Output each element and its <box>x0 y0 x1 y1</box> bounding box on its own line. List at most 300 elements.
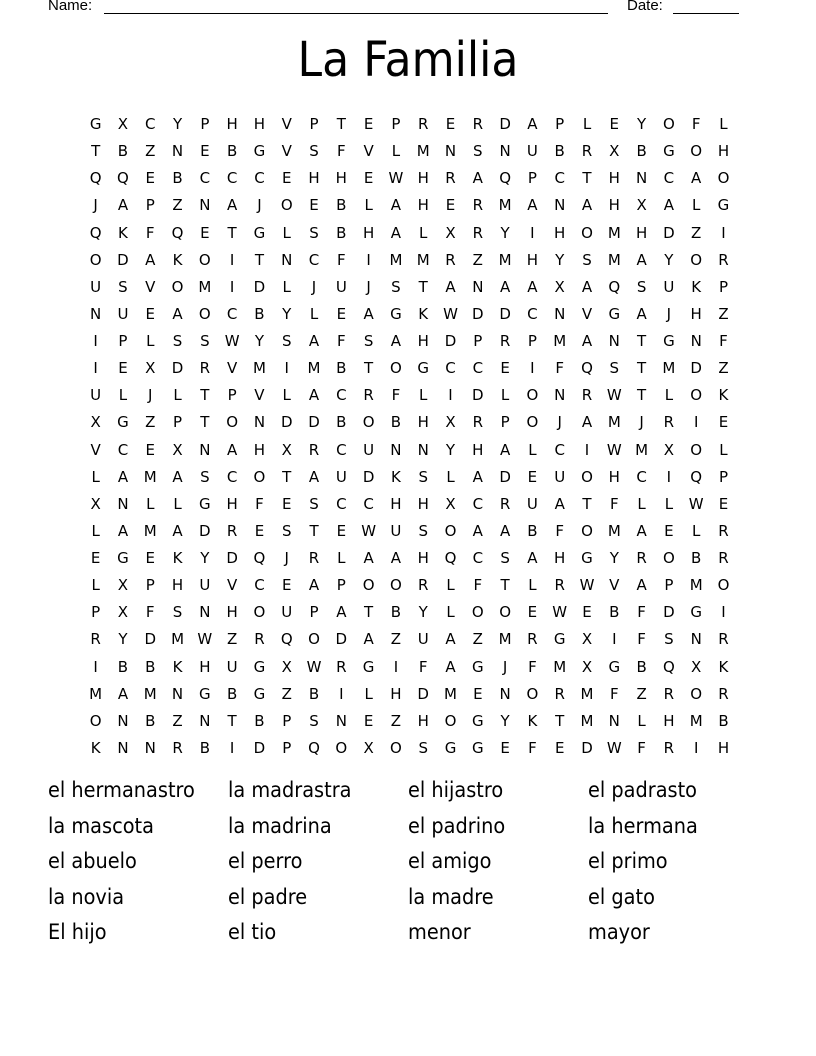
grid-cell[interactable]: N <box>499 142 511 161</box>
grid-cell[interactable]: O <box>717 169 730 188</box>
grid-cell[interactable]: B <box>336 359 347 378</box>
grid-cell[interactable]: D <box>226 549 238 567</box>
grid-cell[interactable]: K <box>418 304 429 323</box>
grid-cell[interactable]: L <box>282 277 291 296</box>
grid-cell[interactable]: I <box>721 603 726 622</box>
grid-cell[interactable]: A <box>581 413 593 432</box>
grid-cell[interactable]: U <box>526 142 538 161</box>
grid-cell[interactable]: M <box>143 684 157 703</box>
grid-cell[interactable]: O <box>253 467 266 486</box>
grid-cell[interactable]: X <box>581 657 593 676</box>
grid-cell[interactable]: M <box>553 657 567 676</box>
grid-cell[interactable]: W <box>606 440 622 459</box>
grid-cell[interactable]: T <box>582 169 592 188</box>
grid-cell[interactable]: U <box>199 576 211 595</box>
grid-cell[interactable]: F <box>255 494 264 513</box>
grid-cell[interactable]: Z <box>691 223 702 242</box>
grid-cell[interactable]: E <box>718 413 729 432</box>
grid-cell[interactable]: P <box>118 332 128 350</box>
grid-cell[interactable]: L <box>364 684 373 703</box>
grid-cell[interactable]: J <box>148 386 153 405</box>
grid-cell[interactable]: Z <box>636 684 647 703</box>
grid-cell[interactable]: A <box>636 521 647 540</box>
grid-cell[interactable]: R <box>718 250 729 269</box>
grid-cell[interactable]: U <box>663 277 675 296</box>
grid-cell[interactable]: A <box>499 521 511 540</box>
grid-cell[interactable]: C <box>254 576 265 595</box>
name-field[interactable] <box>104 0 608 14</box>
grid-cell[interactable]: R <box>336 657 347 676</box>
grid-cell[interactable]: X <box>636 196 647 215</box>
grid-cell[interactable]: K <box>172 657 183 676</box>
grid-cell[interactable]: H <box>690 304 702 323</box>
grid-cell[interactable]: N <box>281 250 293 269</box>
grid-cell[interactable]: W <box>552 603 568 622</box>
grid-cell[interactable]: E <box>664 521 674 540</box>
grid-cell[interactable]: D <box>472 304 484 323</box>
grid-cell[interactable]: R <box>417 115 429 133</box>
grid-cell[interactable]: O <box>444 711 457 730</box>
grid-cell[interactable]: U <box>90 386 102 405</box>
grid-cell[interactable]: H <box>663 711 675 730</box>
grid-cell[interactable]: H <box>253 115 266 133</box>
grid-cell[interactable]: R <box>718 549 729 567</box>
grid-cell[interactable]: A <box>581 196 593 215</box>
grid-cell[interactable]: R <box>417 576 429 595</box>
grid-cell[interactable]: M <box>498 196 512 215</box>
grid-cell[interactable]: A <box>581 332 593 350</box>
grid-cell[interactable]: A <box>390 196 402 215</box>
grid-cell[interactable]: B <box>336 413 347 432</box>
grid-cell[interactable]: A <box>227 440 238 459</box>
grid-cell[interactable]: I <box>339 684 344 703</box>
grid-cell[interactable]: L <box>692 196 701 215</box>
grid-cell[interactable]: U <box>226 657 238 676</box>
grid-cell[interactable]: B <box>226 684 238 703</box>
grid-cell[interactable]: P <box>309 603 319 622</box>
grid-cell[interactable]: Z <box>145 142 156 161</box>
grid-cell[interactable]: M <box>416 142 430 161</box>
grid-cell[interactable]: I <box>721 223 726 242</box>
grid-cell[interactable]: F <box>145 603 155 622</box>
grid-cell[interactable]: L <box>582 115 592 133</box>
grid-cell[interactable]: X <box>445 494 456 513</box>
grid-cell[interactable]: B <box>527 521 538 540</box>
grid-cell[interactable]: O <box>526 684 539 703</box>
grid-cell[interactable]: T <box>418 277 428 296</box>
grid-cell[interactable]: A <box>363 549 374 567</box>
grid-cell[interactable]: O <box>690 250 703 269</box>
grid-cell[interactable]: S <box>500 549 510 567</box>
grid-cell[interactable]: L <box>146 332 155 350</box>
grid-cell[interactable]: H <box>171 576 184 595</box>
grid-cell[interactable]: O <box>717 576 730 595</box>
grid-cell[interactable]: Q <box>662 657 675 676</box>
grid-cell[interactable]: M <box>416 250 430 269</box>
grid-cell[interactable]: Q <box>89 169 102 188</box>
grid-cell[interactable]: W <box>197 630 213 649</box>
grid-cell[interactable]: O <box>444 521 457 540</box>
grid-cell[interactable]: E <box>281 576 292 595</box>
grid-cell[interactable]: D <box>280 413 293 432</box>
grid-cell[interactable]: I <box>93 359 98 378</box>
grid-cell[interactable]: G <box>253 223 266 242</box>
grid-cell[interactable]: S <box>309 494 319 513</box>
grid-cell[interactable]: E <box>582 603 592 622</box>
grid-cell[interactable]: P <box>718 467 728 486</box>
grid-cell[interactable]: H <box>390 684 402 703</box>
grid-cell[interactable]: Y <box>445 440 456 459</box>
grid-cell[interactable]: R <box>90 630 101 649</box>
grid-cell[interactable]: T <box>364 603 374 622</box>
grid-cell[interactable]: J <box>257 196 262 215</box>
grid-cell[interactable]: K <box>172 549 183 567</box>
grid-cell[interactable]: T <box>282 467 292 486</box>
grid-cell[interactable]: B <box>117 142 129 161</box>
grid-cell[interactable]: A <box>363 304 374 323</box>
grid-cell[interactable]: O <box>280 196 293 215</box>
grid-cell[interactable]: N <box>171 684 184 703</box>
grid-cell[interactable]: W <box>224 332 240 350</box>
grid-cell[interactable]: P <box>282 738 292 757</box>
grid-cell[interactable]: P <box>282 711 292 730</box>
grid-cell[interactable]: E <box>145 169 155 188</box>
grid-cell[interactable]: E <box>118 359 128 378</box>
grid-cell[interactable]: H <box>717 142 730 161</box>
grid-cell[interactable]: V <box>281 142 292 161</box>
grid-cell[interactable]: L <box>118 386 128 405</box>
grid-cell[interactable]: T <box>309 521 319 540</box>
grid-cell[interactable]: R <box>472 115 484 133</box>
grid-cell[interactable]: K <box>527 711 538 730</box>
grid-cell[interactable]: R <box>636 549 647 567</box>
grid-cell[interactable]: D <box>690 359 702 378</box>
grid-cell[interactable]: A <box>308 332 320 350</box>
grid-cell[interactable]: G <box>471 657 484 676</box>
grid-cell[interactable]: R <box>581 386 593 405</box>
grid-cell[interactable]: H <box>417 711 429 730</box>
grid-cell[interactable]: O <box>690 684 703 703</box>
grid-cell[interactable]: R <box>718 684 729 703</box>
grid-cell[interactable]: N <box>608 332 620 350</box>
grid-cell[interactable]: G <box>608 304 621 323</box>
grid-cell[interactable]: N <box>499 684 511 703</box>
grid-cell[interactable]: I <box>584 440 590 459</box>
grid-cell[interactable]: X <box>363 738 374 757</box>
grid-cell[interactable]: L <box>173 386 182 405</box>
grid-cell[interactable]: H <box>335 169 347 188</box>
grid-cell[interactable]: A <box>554 494 565 513</box>
grid-cell[interactable]: R <box>527 630 538 649</box>
grid-cell[interactable]: D <box>335 630 348 649</box>
grid-cell[interactable]: N <box>635 169 648 188</box>
grid-cell[interactable]: A <box>636 576 647 595</box>
grid-cell[interactable]: O <box>390 576 402 595</box>
grid-cell[interactable]: Q <box>253 549 266 567</box>
grid-cell[interactable]: H <box>417 413 429 432</box>
grid-cell[interactable]: Q <box>444 549 457 567</box>
grid-cell[interactable]: C <box>336 440 347 459</box>
grid-cell[interactable]: S <box>582 250 592 269</box>
grid-cell[interactable]: J <box>311 277 317 296</box>
grid-cell[interactable]: F <box>719 332 728 350</box>
grid-cell[interactable]: E <box>145 549 155 567</box>
grid-cell[interactable]: A <box>145 250 156 269</box>
grid-cell[interactable]: I <box>93 332 98 350</box>
grid-cell[interactable]: R <box>254 630 265 649</box>
grid-cell[interactable]: B <box>636 657 647 676</box>
grid-cell[interactable]: R <box>445 250 456 269</box>
grid-cell[interactable]: E <box>90 549 101 567</box>
grid-cell[interactable]: B <box>390 603 402 622</box>
grid-cell[interactable]: H <box>253 440 266 459</box>
grid-cell[interactable]: S <box>172 603 183 622</box>
grid-cell[interactable]: E <box>609 115 620 133</box>
grid-cell[interactable]: W <box>688 494 704 513</box>
grid-cell[interactable]: Y <box>172 115 183 133</box>
grid-cell[interactable]: N <box>253 413 266 432</box>
grid-cell[interactable]: A <box>691 169 702 188</box>
grid-cell[interactable]: I <box>93 657 98 676</box>
grid-cell[interactable]: H <box>608 467 620 486</box>
grid-cell[interactable]: A <box>227 196 238 215</box>
grid-cell[interactable]: H <box>199 657 211 676</box>
grid-cell[interactable]: F <box>337 142 346 161</box>
grid-cell[interactable]: A <box>527 115 538 133</box>
grid-cell[interactable]: E <box>281 494 292 513</box>
grid-cell[interactable]: A <box>581 277 593 296</box>
grid-cell[interactable]: A <box>172 304 183 323</box>
grid-cell[interactable]: Q <box>581 359 593 378</box>
grid-cell[interactable]: J <box>284 549 289 567</box>
grid-cell[interactable]: C <box>445 359 456 378</box>
grid-cell[interactable]: L <box>528 576 537 595</box>
grid-cell[interactable]: D <box>144 630 157 649</box>
grid-cell[interactable]: Z <box>145 413 156 432</box>
grid-cell[interactable]: P <box>173 413 183 432</box>
grid-cell[interactable]: G <box>89 115 102 133</box>
grid-cell[interactable]: G <box>663 332 675 350</box>
grid-cell[interactable]: C <box>254 169 265 188</box>
grid-cell[interactable]: A <box>308 467 320 486</box>
grid-cell[interactable]: B <box>254 711 265 730</box>
grid-cell[interactable]: M <box>143 521 157 540</box>
grid-cell[interactable]: E <box>527 467 538 486</box>
grid-cell[interactable]: W <box>606 386 622 405</box>
grid-cell[interactable]: T <box>227 223 237 242</box>
grid-cell[interactable]: P <box>391 115 401 133</box>
grid-cell[interactable]: I <box>693 738 699 757</box>
grid-cell[interactable]: P <box>555 115 565 133</box>
grid-cell[interactable]: O <box>581 467 593 486</box>
grid-cell[interactable]: V <box>227 359 238 378</box>
grid-cell[interactable]: U <box>90 277 102 296</box>
grid-cell[interactable]: Z <box>718 304 729 323</box>
grid-cell[interactable]: T <box>500 576 510 595</box>
grid-cell[interactable]: G <box>199 684 211 703</box>
grid-cell[interactable]: O <box>526 386 539 405</box>
grid-cell[interactable]: N <box>690 630 702 649</box>
grid-cell[interactable]: X <box>172 440 183 459</box>
grid-cell[interactable]: I <box>693 413 699 432</box>
grid-cell[interactable]: K <box>718 386 729 405</box>
grid-cell[interactable]: E <box>500 738 510 757</box>
grid-cell[interactable]: O <box>89 711 102 730</box>
grid-cell[interactable]: C <box>527 304 538 323</box>
grid-cell[interactable]: Y <box>500 711 510 730</box>
grid-cell[interactable]: M <box>689 576 703 595</box>
grid-cell[interactable]: R <box>718 630 729 649</box>
grid-cell[interactable]: K <box>718 657 729 676</box>
grid-cell[interactable]: H <box>417 169 429 188</box>
grid-cell[interactable]: G <box>444 738 457 757</box>
grid-cell[interactable]: A <box>472 169 483 188</box>
grid-cell[interactable]: L <box>500 386 510 405</box>
grid-cell[interactable]: G <box>690 603 702 622</box>
grid-cell[interactable]: B <box>254 304 265 323</box>
grid-cell[interactable]: N <box>117 711 129 730</box>
grid-cell[interactable]: G <box>717 196 730 215</box>
grid-cell[interactable]: S <box>609 359 620 378</box>
grid-cell[interactable]: A <box>445 657 456 676</box>
grid-cell[interactable]: U <box>417 630 429 649</box>
grid-cell[interactable]: Y <box>118 630 128 649</box>
grid-cell[interactable]: M <box>580 684 594 703</box>
grid-cell[interactable]: N <box>690 332 702 350</box>
grid-cell[interactable]: L <box>282 386 291 405</box>
grid-cell[interactable]: O <box>662 549 675 567</box>
grid-cell[interactable]: R <box>663 738 675 757</box>
grid-cell[interactable]: H <box>554 223 566 242</box>
grid-cell[interactable]: I <box>229 250 235 269</box>
grid-cell[interactable]: N <box>554 386 566 405</box>
grid-cell[interactable]: E <box>718 494 729 513</box>
grid-cell[interactable]: S <box>418 521 428 540</box>
grid-cell[interactable]: K <box>691 277 702 296</box>
grid-cell[interactable]: L <box>664 386 674 405</box>
grid-cell[interactable]: L <box>719 440 728 459</box>
grid-cell[interactable]: G <box>253 142 266 161</box>
grid-cell[interactable]: X <box>117 603 129 622</box>
grid-cell[interactable]: G <box>471 711 484 730</box>
grid-cell[interactable]: J <box>557 413 562 432</box>
grid-cell[interactable]: Z <box>472 630 483 649</box>
grid-cell[interactable]: P <box>718 277 728 296</box>
grid-cell[interactable]: N <box>199 711 211 730</box>
grid-cell[interactable]: K <box>172 250 183 269</box>
grid-cell[interactable]: I <box>530 359 535 378</box>
grid-cell[interactable]: C <box>554 169 565 188</box>
grid-cell[interactable]: P <box>91 603 101 622</box>
grid-cell[interactable]: D <box>499 115 511 133</box>
grid-cell[interactable]: A <box>472 521 483 540</box>
grid-cell[interactable]: J <box>666 304 672 323</box>
grid-cell[interactable]: E <box>500 359 510 378</box>
grid-cell[interactable]: I <box>612 630 617 649</box>
grid-cell[interactable]: E <box>336 304 347 323</box>
grid-cell[interactable]: C <box>336 386 347 405</box>
grid-cell[interactable]: F <box>391 386 401 405</box>
grid-cell[interactable]: H <box>608 169 620 188</box>
grid-cell[interactable]: B <box>636 142 647 161</box>
grid-cell[interactable]: J <box>502 657 508 676</box>
grid-cell[interactable]: S <box>473 142 483 161</box>
grid-cell[interactable]: X <box>117 115 129 133</box>
grid-cell[interactable]: S <box>418 467 428 486</box>
grid-cell[interactable]: D <box>663 603 675 622</box>
grid-cell[interactable]: C <box>472 359 484 378</box>
grid-cell[interactable]: Y <box>637 115 647 133</box>
grid-cell[interactable]: P <box>500 413 510 432</box>
grid-cell[interactable]: O <box>526 413 539 432</box>
grid-cell[interactable]: T <box>200 413 210 432</box>
grid-cell[interactable]: L <box>173 494 182 513</box>
grid-cell[interactable]: I <box>366 250 371 269</box>
grid-cell[interactable]: S <box>391 277 401 296</box>
grid-cell[interactable]: C <box>472 549 484 567</box>
grid-cell[interactable]: O <box>390 359 402 378</box>
grid-cell[interactable]: P <box>200 115 210 133</box>
grid-cell[interactable]: W <box>606 738 622 757</box>
grid-cell[interactable]: M <box>307 359 321 378</box>
grid-cell[interactable]: E <box>554 738 565 757</box>
grid-cell[interactable]: U <box>526 494 538 513</box>
grid-cell[interactable]: H <box>635 223 648 242</box>
grid-cell[interactable]: X <box>117 576 129 595</box>
grid-cell[interactable]: N <box>171 142 184 161</box>
grid-cell[interactable]: M <box>689 711 703 730</box>
grid-cell[interactable]: Z <box>472 250 483 269</box>
grid-cell[interactable]: L <box>91 576 100 595</box>
grid-cell[interactable]: Q <box>171 223 184 242</box>
grid-cell[interactable]: A <box>117 467 129 486</box>
grid-cell[interactable]: G <box>417 359 430 378</box>
grid-cell[interactable]: L <box>719 115 728 133</box>
grid-cell[interactable]: Y <box>664 250 674 269</box>
grid-cell[interactable]: Y <box>609 549 619 567</box>
grid-cell[interactable]: O <box>690 440 703 459</box>
grid-cell[interactable]: A <box>117 684 129 703</box>
grid-cell[interactable]: H <box>226 603 238 622</box>
grid-cell[interactable]: F <box>528 738 537 757</box>
grid-cell[interactable]: T <box>364 359 374 378</box>
grid-cell[interactable]: E <box>445 115 456 133</box>
grid-cell[interactable]: T <box>637 386 647 405</box>
grid-cell[interactable]: L <box>446 603 455 622</box>
grid-cell[interactable]: G <box>117 549 129 567</box>
grid-cell[interactable]: I <box>284 359 289 378</box>
grid-cell[interactable]: Y <box>555 250 565 269</box>
grid-cell[interactable]: Z <box>390 630 402 649</box>
grid-cell[interactable]: L <box>637 711 646 730</box>
grid-cell[interactable]: C <box>145 115 156 133</box>
grid-cell[interactable]: K <box>118 223 128 242</box>
grid-cell[interactable]: W <box>443 304 458 323</box>
grid-cell[interactable]: D <box>472 386 484 405</box>
grid-cell[interactable]: O <box>499 603 511 622</box>
grid-cell[interactable]: X <box>145 359 156 378</box>
grid-cell[interactable]: O <box>362 576 375 595</box>
grid-cell[interactable]: N <box>117 494 129 513</box>
grid-cell[interactable]: H <box>362 223 375 242</box>
grid-cell[interactable]: S <box>363 332 374 350</box>
grid-cell[interactable]: V <box>254 386 265 405</box>
grid-cell[interactable]: B <box>145 657 156 676</box>
grid-cell[interactable]: S <box>309 223 319 242</box>
grid-cell[interactable]: H <box>417 494 429 513</box>
grid-cell[interactable]: X <box>581 630 593 649</box>
grid-cell[interactable]: U <box>335 467 347 486</box>
